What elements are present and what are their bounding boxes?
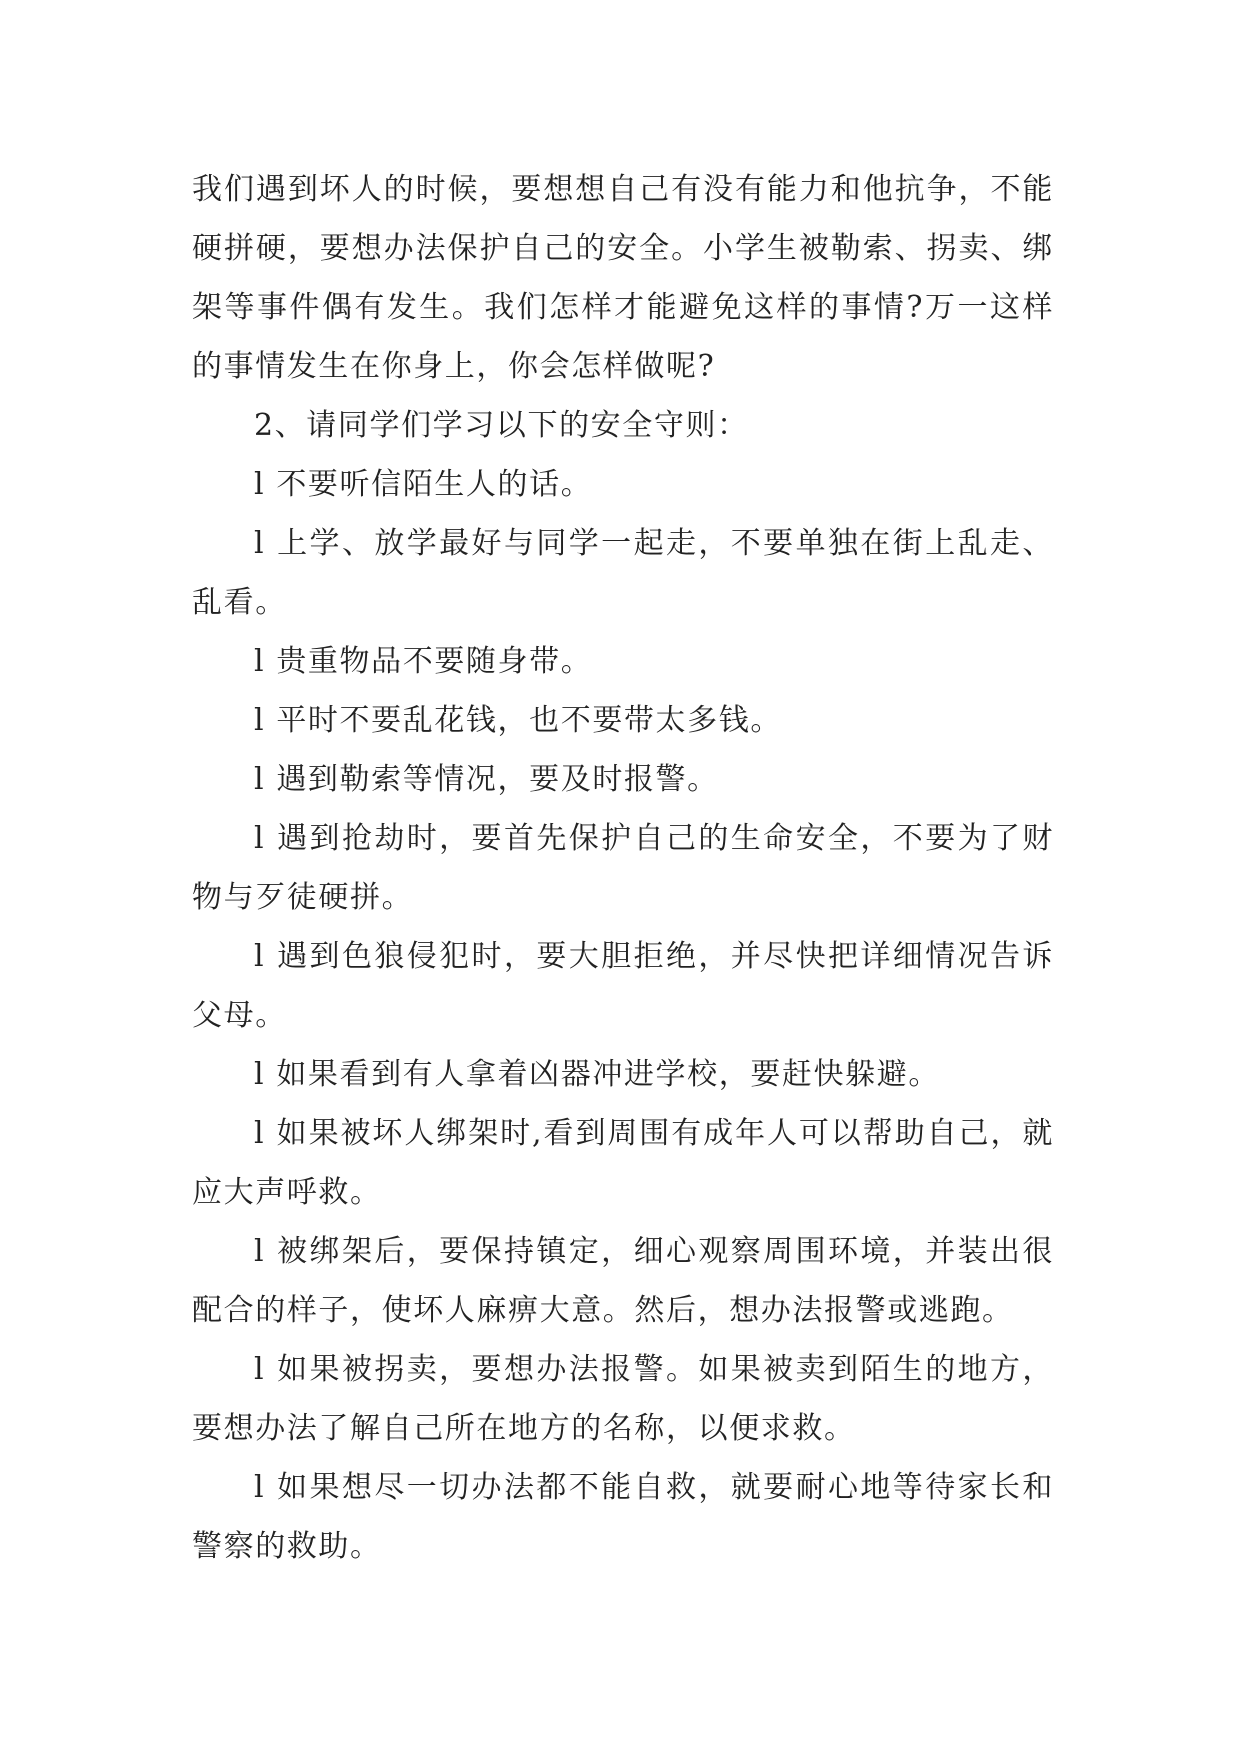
rule-item: l 平时不要乱花钱，也不要带太多钱。 <box>254 703 782 738</box>
rule-item: l 如果被拐卖，要想办法报警。如果被卖到陌生的地方，要想办法了解自己所在地方的名称，以便求救。 <box>192 1352 1054 1446</box>
rule-item: l 上学、放学最好与同学一起走，不要单独在街上乱走、乱看。 <box>192 526 1054 620</box>
rule-item: l 贵重物品不要随身带。 <box>254 644 593 679</box>
rule-item: l 遇到色狼侵犯时，要大胆拒绝，并尽快把详细情况告诉父母。 <box>192 939 1054 1033</box>
rule-item: l 如果想尽一切办法都不能自救，就要耐心地等待家长和警察的救助。 <box>192 1470 1054 1564</box>
rule-item: l 如果被坏人绑架时,看到周围有成年人可以帮助自己，就应大声呼救。 <box>192 1116 1054 1210</box>
rule-item: l 不要听信陌生人的话。 <box>254 467 593 502</box>
paragraph-intro: 我们遇到坏人的时候，要想想自己有没有能力和他抗争，不能硬拼硬，要想办法保护自己的安全。小学生被勒索、拐卖、绑架等事件偶有发生。我们怎样才能避免这样的事情?万一这样的事情发生在你身上，你会怎样做呢? <box>192 172 1054 384</box>
document-body <box>192 160 1054 1576</box>
rule-item: l 遇到抢劫时，要首先保护自己的生命安全，不要为了财物与歹徒硬拼。 <box>192 821 1054 915</box>
rule-item: l 如果看到有人拿着凶器冲进学校，要赶快躲避。 <box>254 1057 940 1092</box>
rule-item: l 被绑架后，要保持镇定，细心观察周围环境，并装出很配合的样子，使坏人麻痹大意。然后，想办法报警或逃跑。 <box>192 1234 1054 1328</box>
paragraph-heading-rules: 2、请同学们学习以下的安全守则： <box>254 408 749 443</box>
rule-item: l 遇到勒索等情况，要及时报警。 <box>254 762 719 797</box>
